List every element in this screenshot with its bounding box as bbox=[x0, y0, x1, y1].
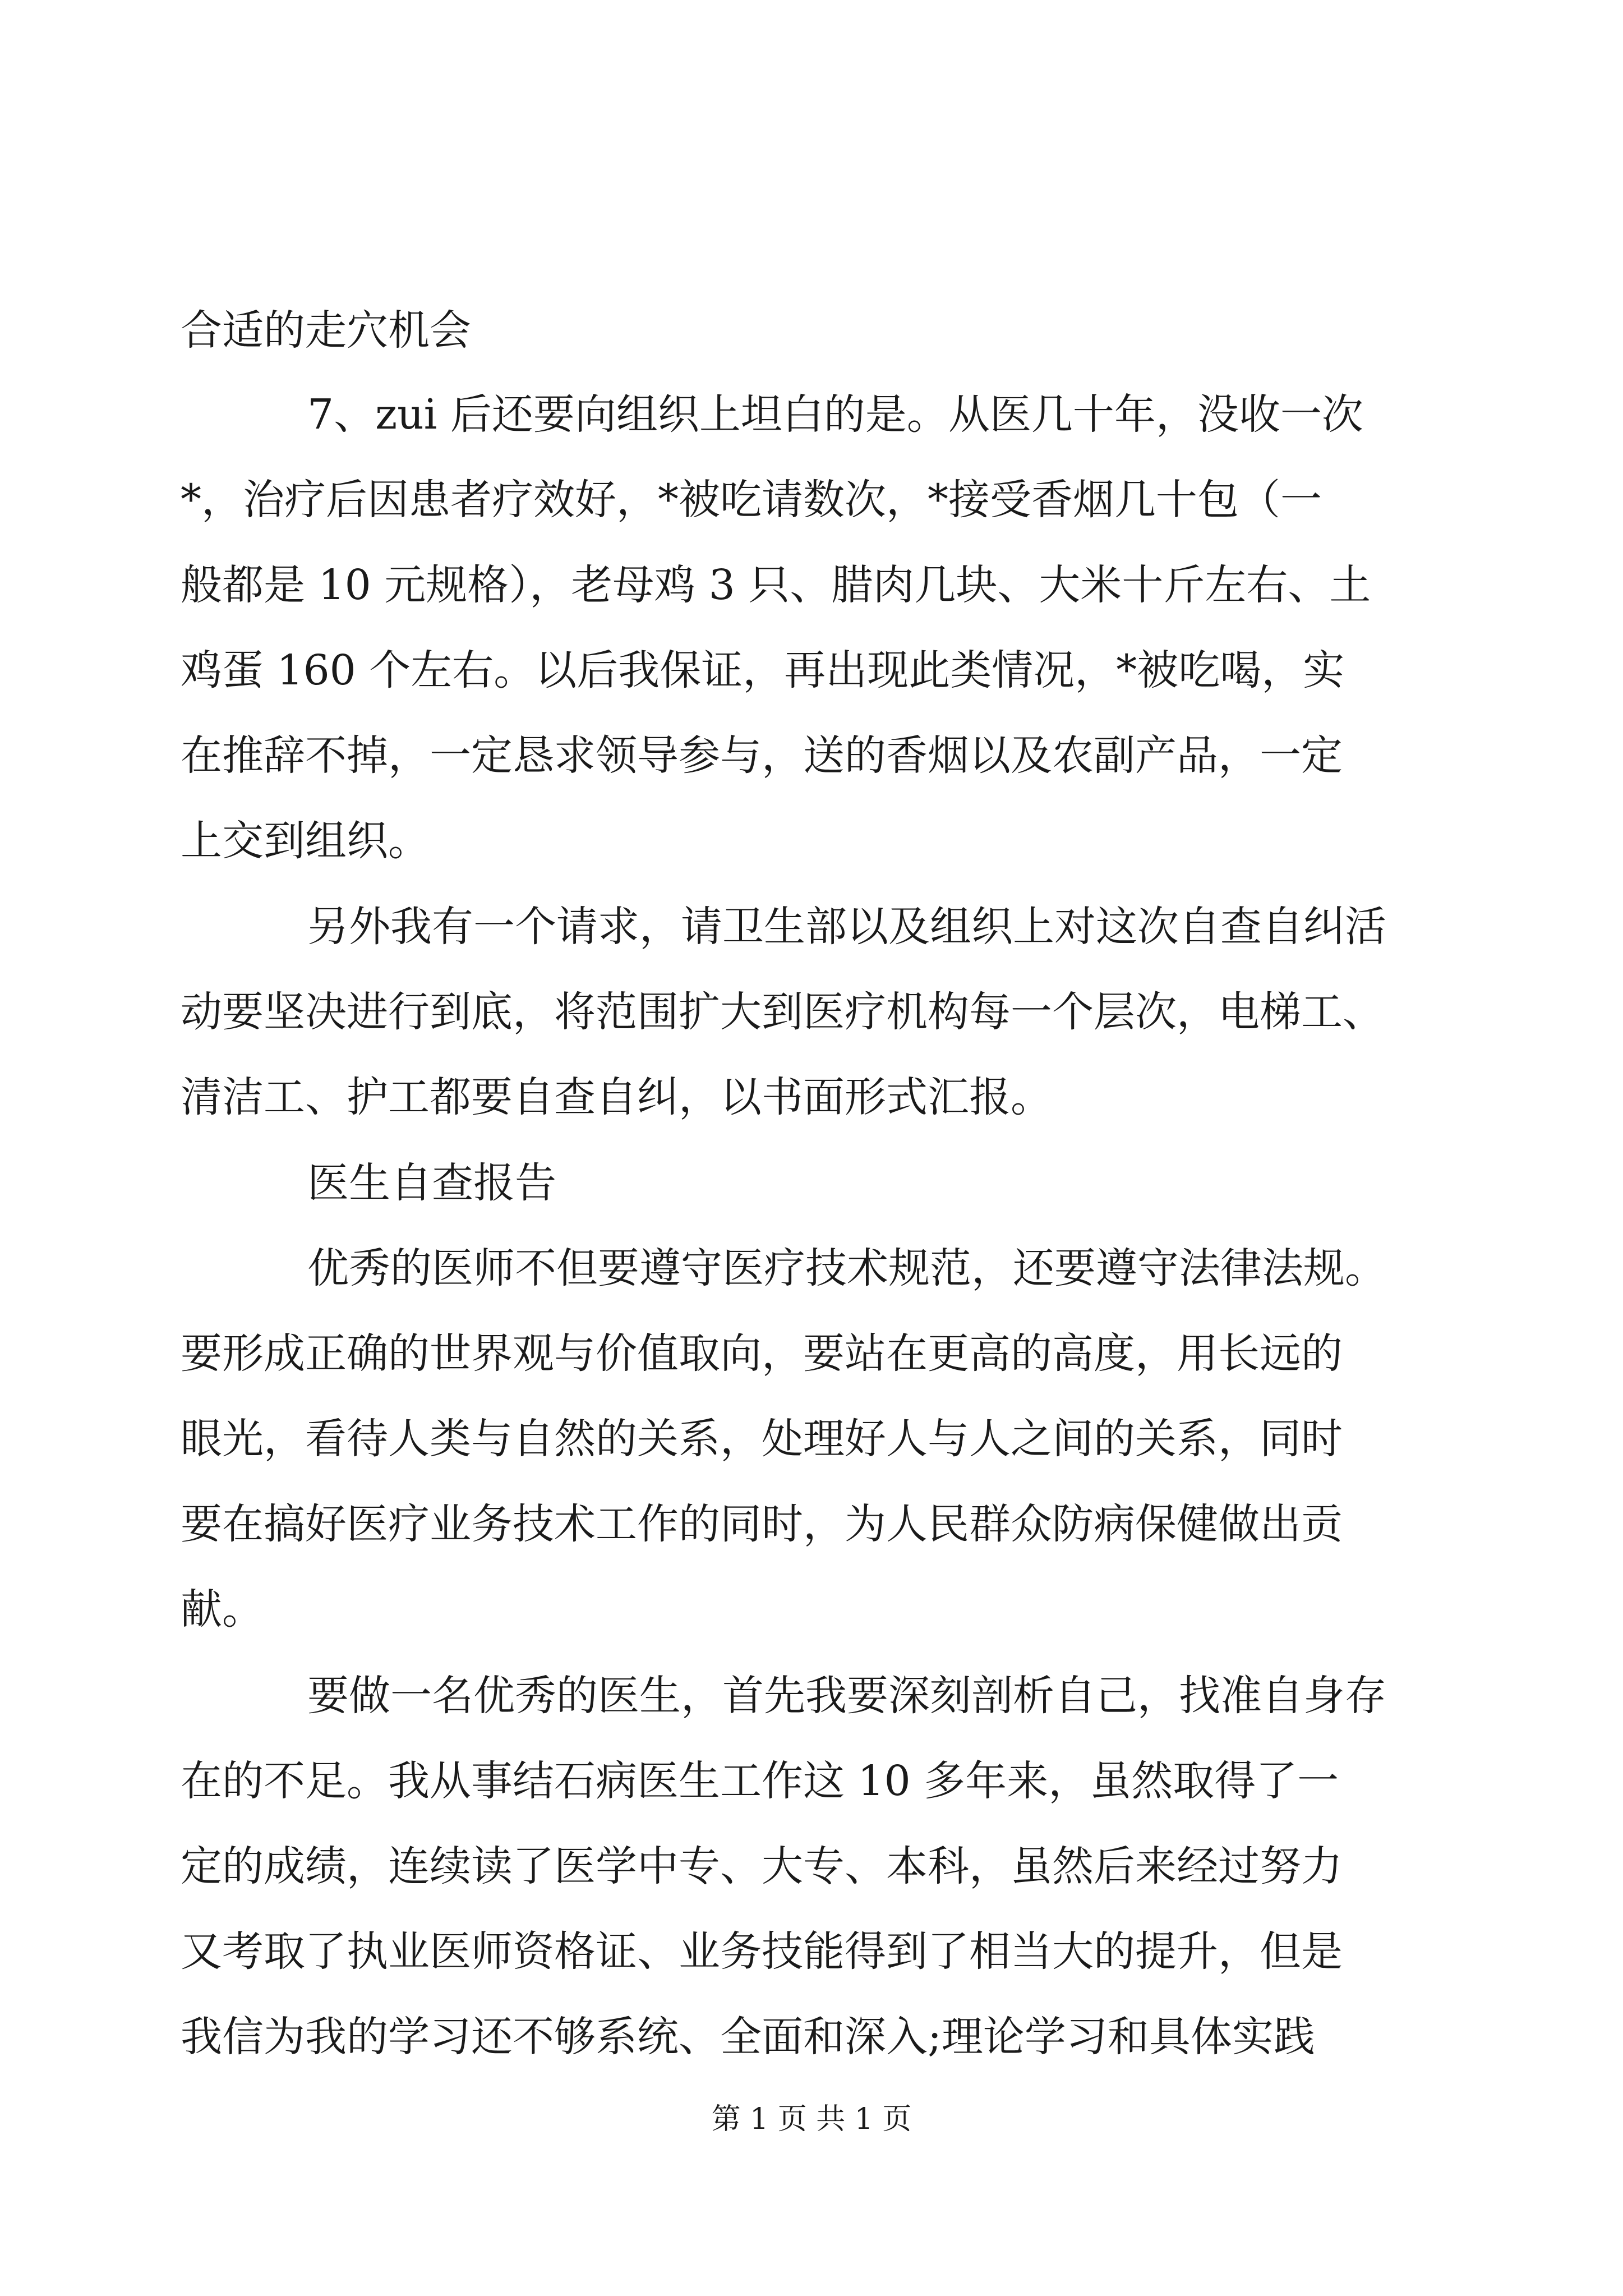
paragraph-line: 动要坚决进行到底，将范围扩大到医疗机构每一个层次，电梯工、 bbox=[181, 988, 1384, 1036]
section-heading: 医生自查报告 bbox=[307, 1159, 556, 1207]
paragraph-line: 又考取了执业医师资格证、业务技能得到了相当大的提升，但是 bbox=[181, 1927, 1343, 1976]
paragraph-line: 要在搞好医疗业务技术工作的同时，为人民群众防病保健做出贡 bbox=[181, 1500, 1343, 1548]
paragraph-line: 7、zui 后还要向组织上坦白的是。从医几十年，没收一次 bbox=[307, 390, 1363, 439]
paragraph-line: 在推辞不掉，一定恳求领导参与，送的香烟以及农副产品，一定 bbox=[181, 731, 1343, 780]
paragraph-confession bbox=[0, 390, 1623, 905]
paragraph-line: 清洁工、护工都要自查自纠，以书面形式汇报。 bbox=[181, 1073, 1052, 1121]
paragraph-line: 鸡蛋 160 个左右。以后我保证，再出现此类情况，*被吃喝，实 bbox=[181, 646, 1345, 694]
paragraph-line: 献。 bbox=[181, 1585, 264, 1634]
text-line-continuation: 合适的走穴机会 bbox=[181, 306, 471, 355]
paragraph-line: 般都是 10 元规格），老母鸡 3 只、腊肉几块、大米十斤左右、土 bbox=[181, 561, 1371, 609]
paragraph-request bbox=[0, 903, 1623, 1162]
page-number-footer: 第 1 页 共 1 页 bbox=[711, 2102, 912, 2136]
paragraph-excellent-doctor bbox=[0, 1244, 1623, 1674]
paragraph-line: *，治疗后因患者疗效好，*被吃请数次，*接受香烟几十包（一 bbox=[181, 476, 1322, 524]
paragraph-line: 优秀的医师不但要遵守医疗技术规范，还要遵守法律法规。 bbox=[307, 1244, 1386, 1292]
paragraph-line: 眼光，看待人类与自然的关系，处理好人与人之间的关系，同时 bbox=[181, 1415, 1343, 1463]
paragraph-line: 要形成正确的世界观与价值取向，要站在更高的高度，用长远的 bbox=[181, 1329, 1343, 1378]
paragraph-self-analysis bbox=[0, 1672, 1623, 2101]
paragraph-line: 我信为我的学习还不够系统、全面和深入;理论学习和具体实践 bbox=[181, 2013, 1315, 2061]
paragraph-line: 上交到组织。 bbox=[181, 817, 430, 865]
paragraph-line: 定的成绩，连续读了医学中专、大专、本科，虽然后来经过努力 bbox=[181, 1842, 1343, 1890]
paragraph-line: 在的不足。我从事结石病医生工作这 10 多年来，虽然取得了一 bbox=[181, 1757, 1339, 1805]
paragraph-line: 要做一名优秀的医生，首先我要深刻剖析自己，找准自身存 bbox=[307, 1672, 1386, 1720]
paragraph-line: 另外我有一个请求，请卫生部以及组织上对这次自查自纠活 bbox=[307, 903, 1386, 951]
